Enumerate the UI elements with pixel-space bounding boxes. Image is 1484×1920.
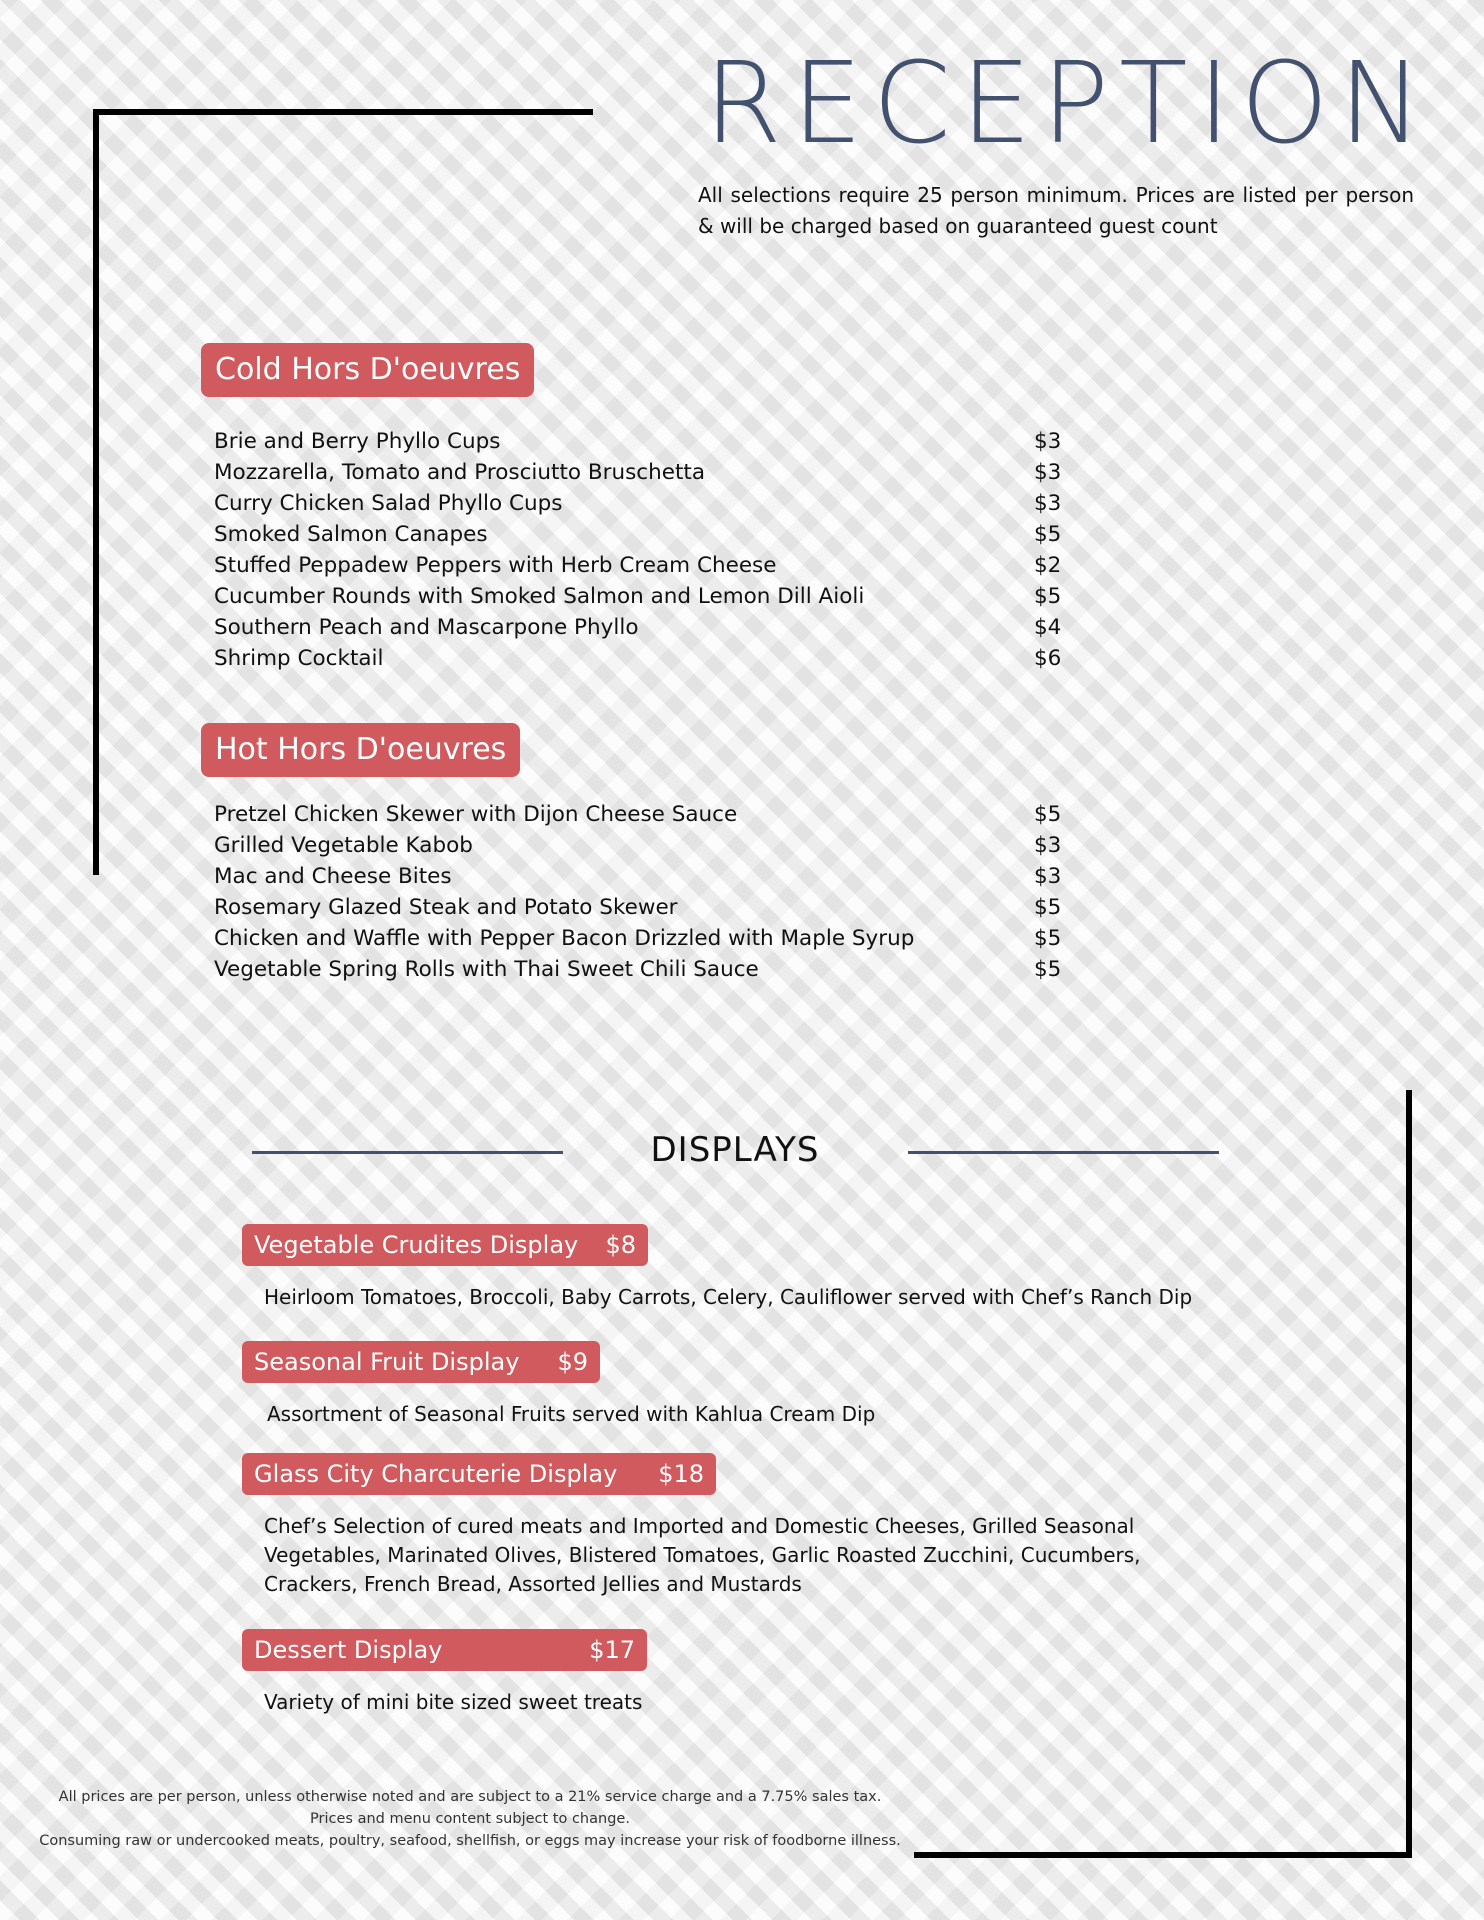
list-item xyxy=(214,426,1064,457)
display-description: Heirloom Tomatoes, Broccoli, Baby Carrots, Celery, Cauliflower served with Chef’s Ranch Dip xyxy=(264,1285,1193,1309)
item-price: $2 xyxy=(1034,553,1062,578)
item-name: Smoked Salmon Canapes xyxy=(214,522,488,547)
list-item xyxy=(214,457,1064,488)
item-name: Curry Chicken Salad Phyllo Cups xyxy=(214,491,563,516)
hot-section-heading: Hot Hors D'oeuvres xyxy=(201,723,520,777)
list-item xyxy=(214,581,1064,612)
display-name: Vegetable Crudites Display xyxy=(254,1231,579,1259)
item-name: Grilled Vegetable Kabob xyxy=(214,833,473,858)
item-price: $3 xyxy=(1034,491,1062,516)
display-name: Dessert Display xyxy=(254,1636,443,1664)
list-item xyxy=(214,892,1064,923)
display-description: Assortment of Seasonal Fruits served with Kahlua Cream Dip xyxy=(267,1402,876,1426)
footer-notes xyxy=(30,1786,910,1852)
displays-rule-right xyxy=(908,1151,1219,1154)
top-frame-line xyxy=(93,109,593,115)
display-description: Variety of mini bite sized sweet treats xyxy=(264,1690,643,1714)
item-price: $5 xyxy=(1034,895,1062,920)
display-price: $8 xyxy=(605,1231,636,1259)
item-name: Shrimp Cocktail xyxy=(214,646,384,671)
item-name: Vegetable Spring Rolls with Thai Sweet Chili Sauce xyxy=(214,957,759,982)
bottom-frame-line xyxy=(914,1852,1412,1858)
list-item xyxy=(214,612,1064,643)
item-price: $6 xyxy=(1034,646,1062,671)
footer-line: All prices are per person, unless otherwise noted and are subject to a 21% service charge and a 7.75% sales tax. xyxy=(58,1789,882,1805)
list-item xyxy=(214,923,1064,954)
item-name: Rosemary Glazed Steak and Potato Skewer xyxy=(214,895,678,920)
item-name: Stuffed Peppadew Peppers with Herb Cream Cheese xyxy=(214,553,777,578)
display-name: Glass City Charcuterie Display xyxy=(254,1460,618,1488)
display-badge xyxy=(242,1453,716,1495)
cold-menu-list xyxy=(214,426,1064,674)
item-price: $5 xyxy=(1034,802,1062,827)
footer-line: Consuming raw or undercooked meats, poultry, seafood, shellfish, or eggs may increase your risk of foodborne illness. xyxy=(39,1833,901,1849)
displays-rule-left xyxy=(252,1151,563,1154)
display-price: $17 xyxy=(589,1636,635,1664)
item-name: Cucumber Rounds with Smoked Salmon and Lemon Dill Aioli xyxy=(214,584,865,609)
display-badge xyxy=(242,1224,648,1266)
item-price: $5 xyxy=(1034,584,1062,609)
list-item xyxy=(214,488,1064,519)
display-badge xyxy=(242,1341,600,1383)
item-price: $3 xyxy=(1034,460,1062,485)
item-name: Mozzarella, Tomato and Prosciutto Bruschetta xyxy=(214,460,705,485)
display-price: $9 xyxy=(557,1348,588,1376)
item-price: $4 xyxy=(1034,615,1062,640)
list-item xyxy=(214,643,1064,674)
list-item xyxy=(214,954,1064,985)
item-price: $5 xyxy=(1034,926,1062,951)
item-name: Southern Peach and Mascarpone Phyllo xyxy=(214,615,639,640)
display-badge xyxy=(242,1629,647,1671)
list-item xyxy=(214,519,1064,550)
item-name: Chicken and Waffle with Pepper Bacon Drizzled with Maple Syrup xyxy=(214,926,915,951)
item-price: $3 xyxy=(1034,429,1062,454)
item-price: $5 xyxy=(1034,522,1062,547)
cold-section-heading: Cold Hors D'oeuvres xyxy=(201,343,534,397)
list-item xyxy=(214,830,1064,861)
page-subtitle: All selections require 25 person minimum. Prices are listed per person & will be charged based on guaranteed guest count xyxy=(698,183,1414,238)
displays-heading: DISPLAYS xyxy=(650,1130,820,1170)
list-item xyxy=(214,550,1064,581)
right-frame-line xyxy=(1406,1090,1412,1858)
item-price: $3 xyxy=(1034,864,1062,889)
list-item xyxy=(214,799,1064,830)
item-price: $3 xyxy=(1034,833,1062,858)
left-frame-line xyxy=(93,109,99,875)
hot-menu-list xyxy=(214,799,1064,985)
item-price: $5 xyxy=(1034,957,1062,982)
display-description: Chef’s Selection of cured meats and Imported and Domestic Cheeses, Grilled Seasonal Vegetables, Marinated Olives, Blistered Tomatoes, Garlic Roasted Zucchini, Cucumbers, Crackers, French Bread, Assorted Jellies and Mustards xyxy=(264,1514,1141,1596)
item-name: Mac and Cheese Bites xyxy=(214,864,452,889)
display-price: $18 xyxy=(658,1460,704,1488)
item-name: Pretzel Chicken Skewer with Dijon Cheese Sauce xyxy=(214,802,738,827)
footer-line: Prices and menu content subject to change. xyxy=(310,1811,630,1827)
list-item xyxy=(214,861,1064,892)
display-name: Seasonal Fruit Display xyxy=(254,1348,520,1376)
item-name: Brie and Berry Phyllo Cups xyxy=(214,429,501,454)
page-title: RECEPTION xyxy=(704,39,1433,169)
